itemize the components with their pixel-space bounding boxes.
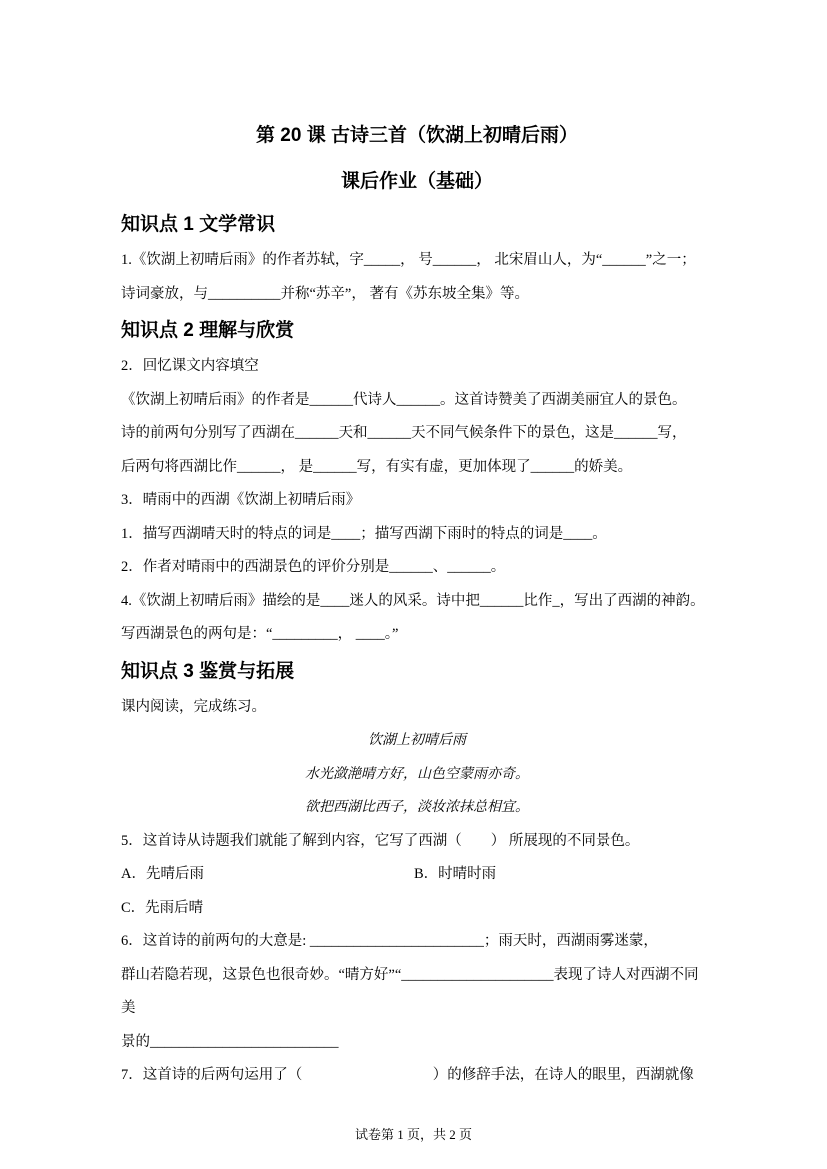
question-5-option-a: A．先晴后雨 — [121, 866, 204, 882]
question-3-item-1: 1．描写西湖晴天时的特点的词是____；描写西湖下雨时的特点的词是____。 — [121, 525, 607, 542]
poem-title: 饮湖上初晴后雨 — [368, 733, 466, 748]
question-3-item-2: 2．作者对晴雨中的西湖景色的评价分别是______、______。 — [121, 559, 506, 575]
poem — [121, 724, 713, 825]
question-3-heading: 3．晴雨中的西湖《饮湖上初晴后雨》 — [121, 492, 361, 508]
question-6-line-1: 6．这首诗的前两句的大意是: ________________________；雨天时，西湖雨雾迷蒙， — [121, 933, 658, 949]
question-2-line-2: 诗的前两句分别写了西湖在______天和______天不同气候条件下的景色，这是______写， — [121, 425, 687, 441]
section-2-heading: 知识点 2 理解与欣赏 — [121, 320, 295, 341]
question-4-line-2: 写西湖景色的两句是：“_________， ____。” — [121, 626, 399, 642]
poem-line-1: 水光潋滟晴方好，山色空蒙雨亦奇。 — [305, 766, 529, 782]
question-6-line-3: 景的__________________________ — [121, 1033, 339, 1050]
doc-subtitle: 课后作业（基础） — [340, 171, 493, 192]
section-1-heading: 知识点 1 文学常识 — [121, 214, 276, 235]
question-5-options-row-1 — [121, 858, 713, 892]
section-3-heading: 知识点 3 鉴赏与拓展 — [121, 660, 295, 682]
page-footer: 试卷第 1 页，共 2 页 — [354, 1127, 472, 1142]
question-2-intro: 2．回忆课文内容填空 — [121, 358, 259, 374]
reading-intro: 课内阅读，完成练习。 — [121, 698, 266, 715]
question-1-line-2: 诗词豪放，与__________并称“苏辛”， 著有《苏东坡全集》等。 — [121, 285, 529, 302]
poem-line-2: 欲把西湖比西子，淡妆浓抹总相宜。 — [305, 800, 529, 815]
question-4-line-1: 4.《饮湖上初晴后雨》描绘的是____迷人的风采。诗中把______比作_，写出了西湖的神韵。 — [121, 592, 705, 609]
worksheet-content — [121, 122, 713, 1093]
doc-title: 第 20 课 古诗三首（饮湖上初晴后雨） — [256, 125, 578, 146]
question-2-line-3: 后两句将西湖比作______， 是______写，有实有虚，更加体现了______的娇美。 — [121, 458, 633, 475]
question-5-option-b: B．时晴时雨 — [414, 866, 497, 882]
question-2-line-1: 《饮湖上初晴后雨》的作者是______代诗人______。这首诗赞美了西湖美丽宜人的景色。 — [121, 391, 687, 408]
question-7-stem: 7．这首诗的后两句运用了（ ）的修辞手法，在诗人的眼里，西湖就像 — [121, 1067, 694, 1083]
question-5-stem: 5．这首诗从诗题我们就能了解到内容，它写了西湖（ ） 所展现的不同景色。 — [121, 832, 640, 849]
question-5-option-c: C．先雨后晴 — [121, 899, 204, 916]
question-6-line-2: 群山若隐若现，这景色也很奇妙。“晴方好”“_____________________表现了诗人对西湖不同美 — [121, 966, 699, 1016]
question-1-line-1: 1.《饮湖上初晴后雨》的作者苏轼，字_____， 号______， 北宋眉山人，为“______”之一； — [121, 252, 696, 268]
